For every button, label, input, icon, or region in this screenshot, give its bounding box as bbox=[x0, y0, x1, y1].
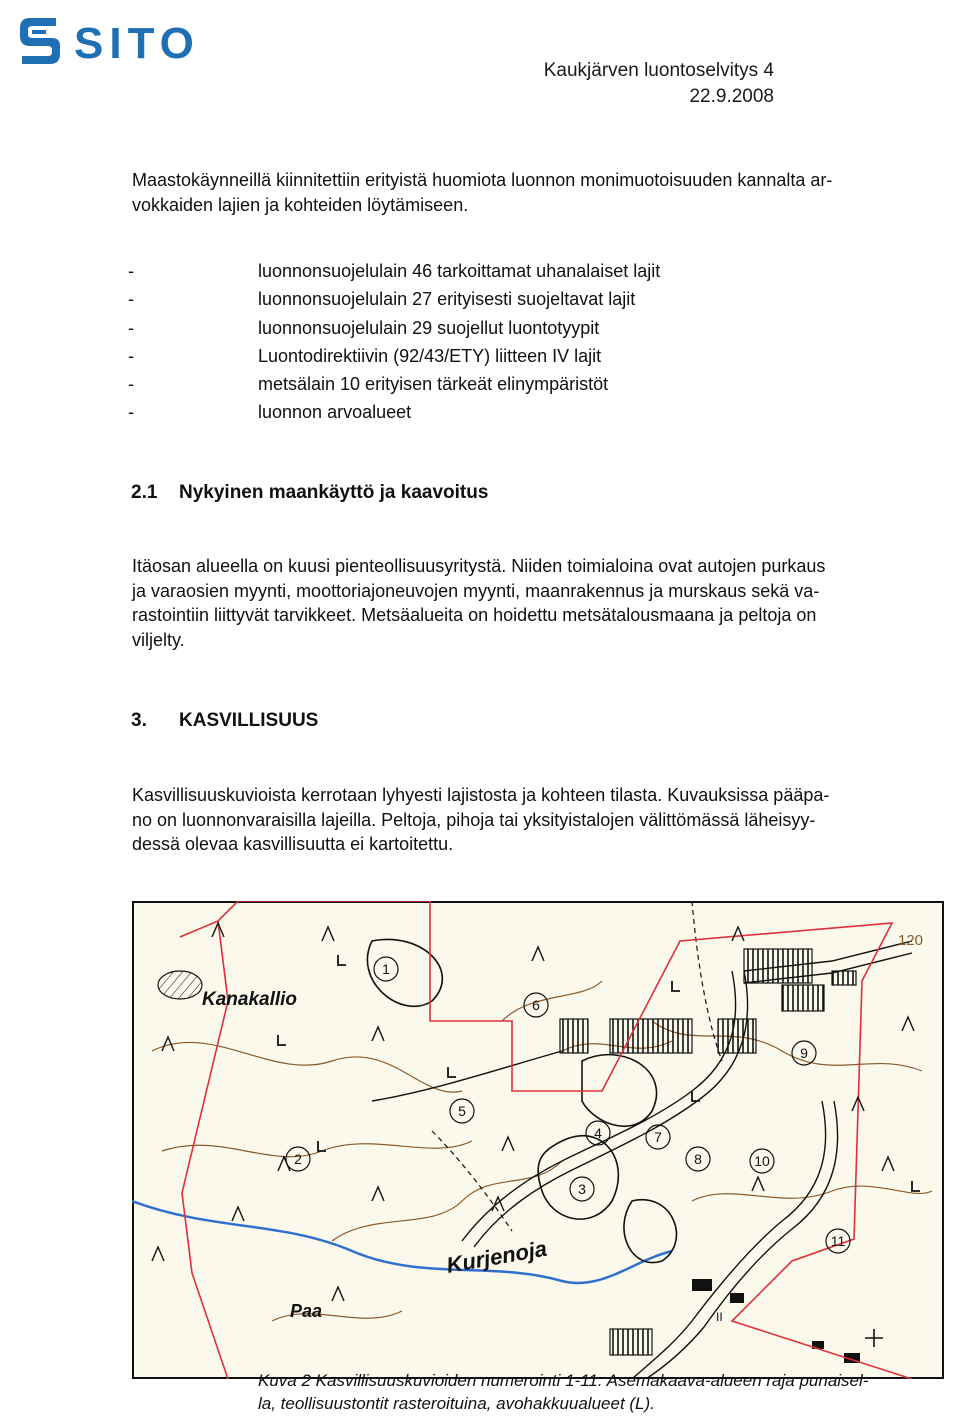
land-use-paragraph bbox=[132, 554, 952, 652]
svg-text:9: 9 bbox=[800, 1045, 808, 1061]
sito-logo bbox=[18, 14, 214, 68]
text-line: Maastokäynneillä kiinnitettiin erityistä huomiota luonnon monimuotoisuuden kannalta ar- bbox=[132, 170, 833, 190]
document-date: 22.9.2008 bbox=[689, 86, 774, 107]
svg-text:6: 6 bbox=[532, 997, 540, 1013]
list-dash: - bbox=[128, 345, 134, 366]
text-line: Itäosan alueella on kuusi pienteollisuusyritystä. Niiden toimialoina ovat autojen purkaus bbox=[132, 556, 826, 576]
map-label-kurjenoja: Kurjenoja bbox=[444, 1235, 549, 1278]
map-label-contour-120: 120 bbox=[898, 932, 924, 949]
text-line: ja varaosien myynti, moottoriajoneuvojen myynti, maanrakennus ja murskaus sekä va- bbox=[132, 580, 820, 601]
industrial-plot bbox=[560, 1019, 588, 1053]
svg-text:1: 1 bbox=[382, 961, 390, 977]
section-title: Nykyinen maankäyttö ja kaavoitus bbox=[179, 482, 489, 503]
industrial-plot bbox=[610, 1329, 652, 1355]
kanakallio-rock bbox=[158, 971, 202, 999]
vegetation-map bbox=[132, 901, 944, 1379]
section-title: KASVILLISUUS bbox=[179, 710, 319, 731]
map-label-paa: Paa bbox=[290, 1301, 323, 1321]
sito-logo-icon bbox=[20, 18, 60, 64]
map-label-kanakallio: Kanakallio bbox=[202, 989, 298, 1010]
list-item-text: luonnonsuojelulain 27 erityisesti suojeltavat lajit bbox=[258, 289, 636, 310]
text-line: vokkaiden lajien ja kohteiden löytämiseen. bbox=[132, 194, 469, 215]
list-dash: - bbox=[128, 402, 134, 423]
intro-paragraph bbox=[132, 168, 952, 217]
industrial-plot bbox=[610, 1019, 692, 1053]
list-dash: - bbox=[128, 317, 134, 338]
svg-text:7: 7 bbox=[654, 1129, 662, 1145]
industrial-plot bbox=[718, 1019, 756, 1053]
list-item-text: luonnonsuojelulain 29 suojellut luontotyypit bbox=[258, 317, 600, 338]
sito-logo-text: SITO bbox=[74, 19, 200, 68]
section-heading-2-1 bbox=[131, 482, 488, 504]
svg-text:5: 5 bbox=[458, 1103, 466, 1119]
map-frame bbox=[133, 902, 943, 1378]
list-dash: - bbox=[128, 289, 134, 310]
svg-text:4: 4 bbox=[594, 1125, 602, 1141]
svg-text:11: 11 bbox=[830, 1233, 846, 1249]
svg-text:8: 8 bbox=[694, 1151, 702, 1167]
list-dash: - bbox=[128, 374, 134, 395]
svg-text:2: 2 bbox=[294, 1151, 302, 1167]
list-item-text: luonnonsuojelulain 46 tarkoittamat uhanalaiset lajit bbox=[258, 261, 661, 281]
text-line: Kasvillisuuskuvioista kerrotaan lyhyesti lajistosta ja kohteen tilasta. Kuvauksissa pääpa- bbox=[132, 785, 830, 805]
map-label-roman: II bbox=[716, 1310, 723, 1324]
industrial-plot bbox=[832, 971, 856, 985]
list-dash: - bbox=[128, 261, 134, 281]
text-line: no on luonnonvaraisilla lajeilla. Peltoja, pihoja tai yksityistalojen välittömässä läheisyy- bbox=[132, 809, 816, 830]
industrial-plot bbox=[744, 949, 812, 983]
document-title: Kaukjärven luontoselvitys 4 bbox=[543, 60, 774, 81]
caption-line: Kuva 2 Kasvillisuuskuvioiden numerointi 1-11. Asemakaava-alueen raja punaisel- bbox=[258, 1371, 869, 1390]
industrial-plot bbox=[782, 985, 824, 1011]
vegetation-paragraph bbox=[132, 783, 952, 857]
section-heading-3 bbox=[131, 710, 318, 732]
svg-text:10: 10 bbox=[754, 1153, 770, 1169]
section-number: 2.1 bbox=[131, 482, 158, 503]
svg-text:3: 3 bbox=[578, 1181, 586, 1197]
figure-caption bbox=[258, 1370, 958, 1415]
text-line: viljelty. bbox=[132, 629, 185, 650]
section-number: 3. bbox=[131, 710, 147, 731]
list-item-text: metsälain 10 erityisen tärkeät elinympäristöt bbox=[258, 374, 609, 395]
text-line: rastointiin liittyvät tarvikkeet. Metsäalueita on hoidettu metsätalousmaana ja peltoja on bbox=[132, 605, 817, 626]
list-item-text: luonnon arvoalueet bbox=[258, 402, 412, 423]
caption-line: la, teollisuustontit rasteroituina, avohakkuualueet (L). bbox=[258, 1393, 655, 1413]
text-line: dessä olevaa kasvillisuutta ei kartoitettu. bbox=[132, 834, 454, 855]
list-item-text: Luontodirektiivin (92/43/ETY) liitteen IV lajit bbox=[258, 345, 602, 366]
